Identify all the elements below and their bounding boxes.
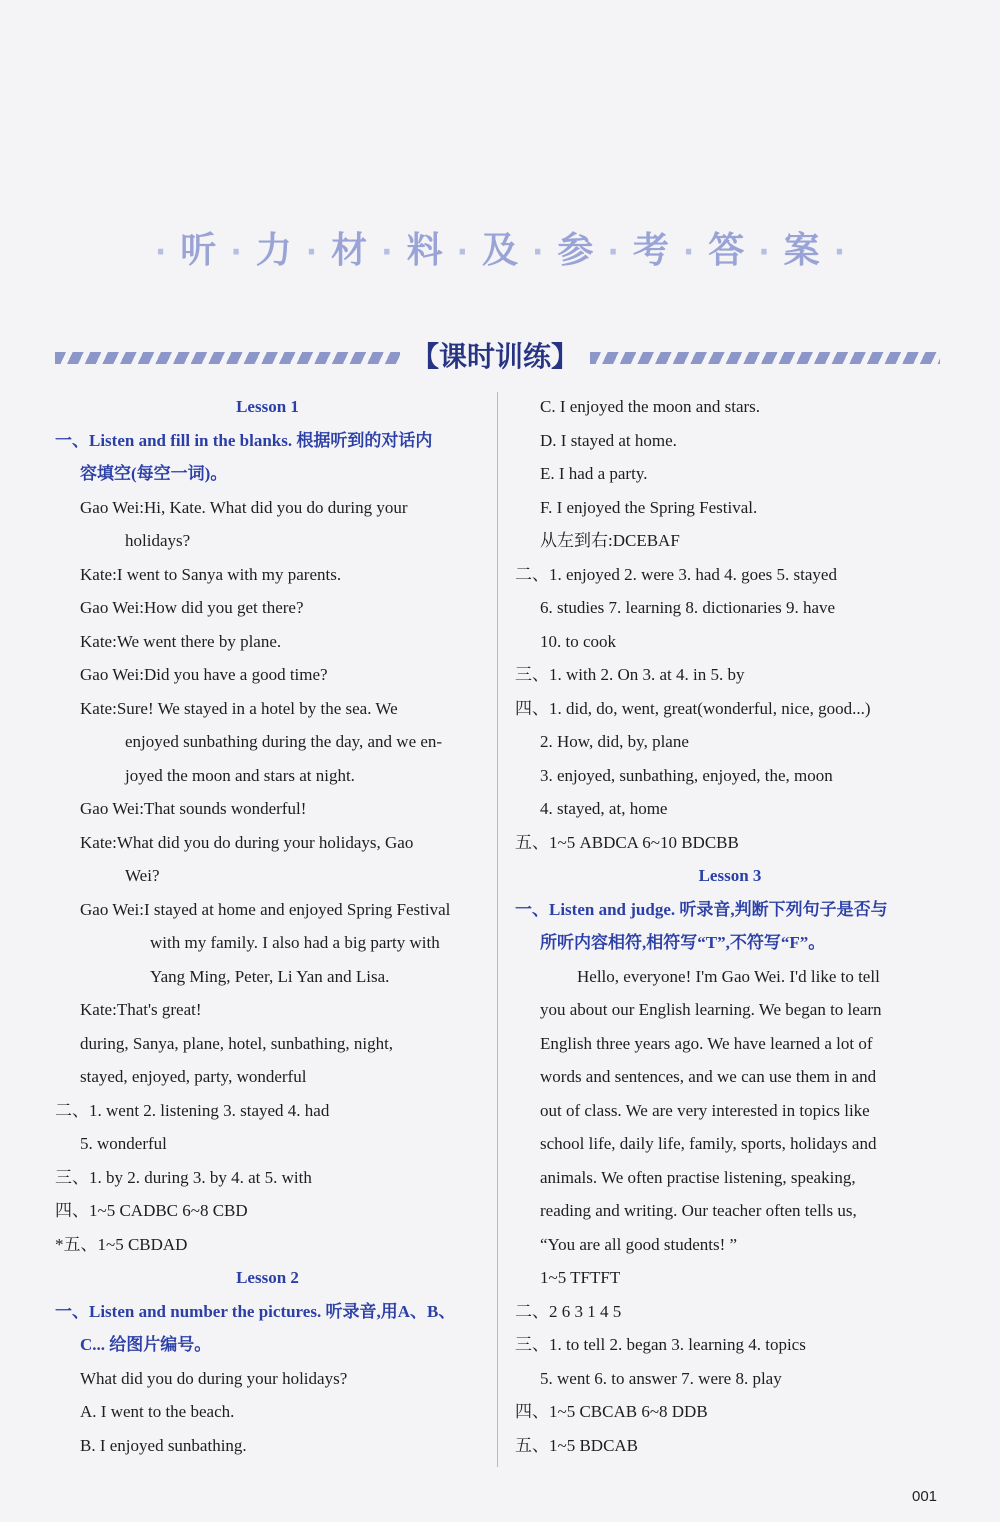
title-dot: ·: [381, 235, 393, 270]
title-char: 及: [481, 230, 518, 271]
text-line: school life, daily life, family, sports, holidays and: [540, 1134, 877, 1153]
title-char: 考: [632, 230, 669, 271]
text-line: D. I stayed at home.: [540, 430, 677, 450]
text-line: “You are all good students! ”: [540, 1234, 738, 1254]
section-title: 【课时训练】: [410, 340, 579, 373]
text-line: 1~5 TFTFT: [540, 1268, 621, 1287]
text-line: 五、1~5 BDCAB: [515, 1435, 639, 1455]
title-char: 参: [557, 230, 594, 271]
text-line: 四、1. did, do, went, great(wonderful, nice, good...): [515, 698, 871, 718]
title-char: 力: [255, 230, 292, 271]
text-line: English three years ago. We have learned a lot of: [540, 1033, 873, 1053]
text-line: reading and writing. Our teacher often tells us,: [540, 1201, 857, 1220]
text-line: Gao Wei:That sounds wonderful!: [80, 799, 307, 818]
text-line: enjoyed sunbathing during the day, and we en-: [125, 732, 443, 751]
text-line: stayed, enjoyed, party, wonderful: [80, 1067, 307, 1086]
text-line: words and sentences, and we can use them in and: [540, 1067, 877, 1086]
text-line: joyed the moon and stars at night.: [125, 765, 355, 785]
text-line: 五、1~5 ABDCA 6~10 BDCBB: [515, 832, 739, 852]
text-line: with my family. I also had a big party with: [150, 933, 440, 952]
title-dot: ·: [607, 235, 619, 270]
column-divider: [497, 392, 498, 1467]
title-dot: ·: [154, 235, 167, 270]
exercise-instruction: 一、Listen and fill in the blanks. 根据听到的对话内: [55, 430, 433, 450]
lesson-heading: Lesson 3: [698, 866, 762, 885]
text-line: Kate:What did you do during your holidays, Gao: [80, 832, 414, 852]
text-line: 三、1. with 2. On 3. at 4. in 5. by: [515, 665, 745, 684]
text-line: C. I enjoyed the moon and stars.: [540, 397, 761, 416]
left-column: [55, 390, 480, 1462]
text-line: 二、1. enjoyed 2. were 3. had 4. goes 5. stayed: [515, 564, 837, 584]
lesson-heading: Lesson 1: [236, 397, 299, 416]
exercise-instruction: 容填空(每空一词)。: [80, 464, 228, 483]
text-line: F. I enjoyed the Spring Festival.: [540, 497, 758, 517]
title-char: 案: [783, 230, 820, 271]
text-line: Gao Wei:How did you get there?: [80, 598, 304, 617]
exercise-instruction: C... 给图片编号。: [80, 1335, 212, 1354]
text-line: 三、1. to tell 2. began 3. learning 4. topics: [515, 1335, 806, 1354]
title-char: 料: [406, 230, 443, 271]
text-line: Gao Wei:I stayed at home and enjoyed Spring Festival: [80, 899, 451, 919]
page-title: [0, 222, 1000, 273]
exercise-instruction: 一、Listen and judge. 听录音,判断下列句子是否与: [515, 899, 888, 919]
title-dot: ·: [833, 235, 846, 270]
lesson-heading: Lesson 2: [236, 1268, 299, 1287]
text-line: 四、1~5 CBCAB 6~8 DDB: [515, 1402, 708, 1421]
title-dot: ·: [305, 235, 318, 270]
right-column: [515, 390, 945, 1462]
text-line: Hello, everyone! I'm Gao Wei. I'd like to tell: [577, 966, 880, 986]
text-line: What did you do during your holidays?: [80, 1368, 348, 1388]
text-line: Wei?: [125, 866, 160, 885]
text-line: 从左到右:DCEBAF: [540, 531, 680, 550]
text-line: Kate:That's great!: [80, 1000, 202, 1019]
text-line: 6. studies 7. learning 8. dictionaries 9. have: [540, 598, 836, 617]
text-line: B. I enjoyed sunbathing.: [80, 1435, 247, 1455]
text-line: 2. How, did, by, plane: [540, 732, 689, 751]
text-line: Kate:Sure! We stayed in a hotel by the sea. We: [80, 698, 398, 718]
title-dot: ·: [532, 235, 544, 270]
text-line: you about our English learning. We began to learn: [540, 1000, 882, 1019]
text-line: 5. wonderful: [80, 1134, 167, 1153]
text-line: 二、1. went 2. listening 3. stayed 4. had: [55, 1100, 330, 1120]
text-line: E. I had a party.: [540, 464, 648, 483]
text-line: 4. stayed, at, home: [540, 799, 668, 818]
text-line: Kate:We went there by plane.: [80, 631, 282, 651]
title-dot: ·: [230, 235, 242, 270]
text-line: animals. We often practise listening, speaking,: [540, 1167, 856, 1187]
exercise-instruction: 一、Listen and number the pictures. 听录音,用A、B、: [55, 1301, 456, 1321]
exercise-instruction: 所听内容相符,相符写“T”,不符写“F”。: [540, 933, 826, 952]
section-header: [55, 340, 940, 374]
text-line: Gao Wei:Hi, Kate. What did you do during your: [80, 497, 408, 517]
title-char: 材: [331, 230, 368, 271]
text-line: 四、1~5 CADBC 6~8 CBD: [55, 1201, 248, 1220]
text-line: *五、1~5 CBDAD: [55, 1234, 188, 1254]
text-line: 二、2 6 3 1 4 5: [515, 1301, 622, 1321]
page-number: 001: [912, 1488, 938, 1505]
text-line: holidays?: [125, 531, 191, 550]
text-line: 5. went 6. to answer 7. were 8. play: [540, 1368, 782, 1388]
title-dot: ·: [682, 235, 695, 270]
title-char: 听: [180, 230, 217, 271]
title-dot: ·: [456, 235, 468, 270]
text-line: A. I went to the beach.: [80, 1402, 235, 1421]
text-line: 10. to cook: [540, 631, 617, 651]
title-char: 答: [708, 230, 745, 271]
text-line: 3. enjoyed, sunbathing, enjoyed, the, moon: [540, 765, 833, 785]
decorative-stripes-right: [590, 352, 940, 364]
text-line: 三、1. by 2. during 3. by 4. at 5. with: [55, 1167, 312, 1187]
text-line: Gao Wei:Did you have a good time?: [80, 665, 328, 684]
text-line: out of class. We are very interested in topics like: [540, 1100, 870, 1120]
title-dot: ·: [758, 235, 770, 270]
text-line: Yang Ming, Peter, Li Yan and Lisa.: [150, 966, 390, 986]
text-line: Kate:I went to Sanya with my parents.: [80, 564, 342, 584]
text-line: during, Sanya, plane, hotel, sunbathing, night,: [80, 1033, 394, 1053]
decorative-stripes-left: [55, 352, 400, 364]
